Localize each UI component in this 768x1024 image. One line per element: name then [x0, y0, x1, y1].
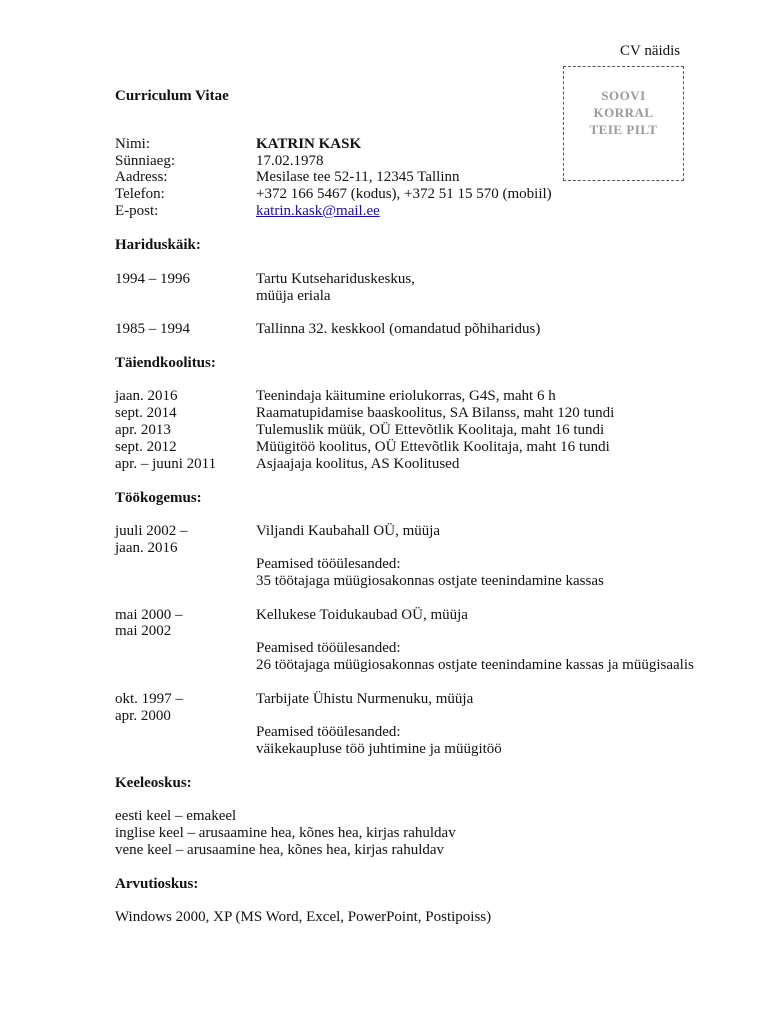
birth-label: Sünniaeg: — [115, 153, 175, 169]
work-period-end: apr. 2000 — [115, 708, 171, 724]
email-label: E-post: — [115, 203, 159, 219]
photo-text-1: SOOVI — [601, 88, 646, 103]
phone-label: Telefon: — [115, 186, 165, 202]
work-period-end: jaan. 2016 — [115, 540, 178, 556]
work-period-start: okt. 1997 – — [115, 691, 183, 707]
work-period-start: mai 2000 – — [115, 607, 183, 623]
education-period: 1994 – 1996 — [115, 271, 190, 287]
languages-heading: Keeleoskus: — [115, 775, 192, 791]
education-heading: Hariduskäik: — [115, 237, 201, 253]
training-text: Tulemuslik müük, OÜ Ettevõtlik Koolitaja, maht 16 tundi — [256, 422, 605, 438]
corner-label: CV näidis — [620, 43, 681, 59]
training-heading: Täiendkoolitus: — [115, 355, 216, 371]
work-duties: väikekaupluse töö juhtimine ja müügitöö — [256, 741, 502, 757]
language-item: inglise keel – arusaamine hea, kõnes hea, kirjas rahuldav — [115, 825, 456, 841]
training-item — [115, 439, 735, 456]
email-link[interactable]: katrin.kask@mail.ee — [256, 203, 380, 219]
work-duties-row — [115, 573, 735, 590]
work-duties: 35 töötajaga müügiosakonnas ostjate teenindamine kassas — [256, 573, 604, 589]
training-item — [115, 456, 735, 473]
address-label: Aadress: — [115, 169, 168, 185]
training-period: apr. – juuni 2011 — [115, 456, 217, 472]
training-period: sept. 2014 — [115, 405, 177, 421]
work-duties-row — [115, 657, 735, 674]
work-item — [115, 523, 735, 540]
work-employer: Kellukese Toidukaubad OÜ, müüja — [256, 607, 468, 623]
training-period: jaan. 2016 — [115, 388, 178, 404]
education-item — [115, 321, 735, 338]
address-value: Mesilase tee 52-11, 12345 Tallinn — [256, 169, 460, 185]
education-item — [115, 271, 735, 288]
work-item-cont — [115, 623, 735, 640]
training-item — [115, 388, 735, 405]
work-item — [115, 691, 735, 708]
work-duties-label: Peamised tööülesanded: — [256, 640, 401, 656]
training-period: sept. 2012 — [115, 439, 177, 455]
computer-heading: Arvutioskus: — [115, 876, 199, 892]
phone-value: +372 166 5467 (kodus), +372 51 15 570 (mobiil) — [256, 186, 552, 202]
training-item — [115, 422, 735, 439]
name-label: Nimi: — [115, 136, 151, 152]
language-item: eesti keel – emakeel — [115, 808, 237, 824]
work-duties-label: Peamised tööülesanded: — [256, 724, 401, 740]
personal-name-row — [115, 136, 735, 153]
work-heading: Töökogemus: — [115, 490, 202, 506]
work-item-cont — [115, 708, 735, 725]
document-title: Curriculum Vitae — [115, 88, 229, 104]
birth-value: 17.02.1978 — [256, 153, 324, 169]
personal-email-row — [115, 203, 735, 220]
education-speciality: müüja eriala — [256, 288, 331, 304]
training-period: apr. 2013 — [115, 422, 171, 438]
education-item-cont — [115, 288, 735, 305]
work-period-end: mai 2002 — [115, 623, 172, 639]
personal-birth-row — [115, 153, 735, 170]
photo-text-2: KORRAL — [593, 105, 654, 120]
work-period-start: juuli 2002 – — [115, 523, 188, 539]
education-school: Tallinna 32. keskkool (omandatud põhiharidus) — [256, 321, 541, 337]
training-text: Raamatupidamise baaskoolitus, SA Bilanss, maht 120 tundi — [256, 405, 615, 421]
work-duties: 26 töötajaga müügiosakonnas ostjate teenindamine kassas ja müügisaalis — [256, 657, 694, 673]
education-period: 1985 – 1994 — [115, 321, 190, 337]
work-duties-label-row — [115, 556, 735, 573]
personal-address-row — [115, 169, 735, 186]
work-duties-row — [115, 741, 735, 758]
education-school: Tartu Kutsehariduskeskus, — [256, 271, 415, 287]
work-duties-label-row — [115, 640, 735, 657]
work-duties-label-row — [115, 724, 735, 741]
work-employer: Tarbijate Ühistu Nurmenuku, müüja — [256, 691, 474, 707]
computer-skills: Windows 2000, XP (MS Word, Excel, PowerPoint, Postipoiss) — [115, 909, 492, 925]
personal-phone-row — [115, 186, 735, 203]
work-employer: Viljandi Kaubahall OÜ, müüja — [256, 523, 441, 539]
training-text: Teenindaja käitumine eriolukorras, G4S, maht 6 h — [256, 388, 556, 404]
training-text: Müügitöö koolitus, OÜ Ettevõtlik Koolitaja, maht 16 tundi — [256, 439, 610, 455]
work-duties-label: Peamised tööülesanded: — [256, 556, 401, 572]
work-item — [115, 607, 735, 624]
photo-text-3: TEIE PILT — [589, 122, 658, 137]
training-text: Asjaajaja koolitus, AS Koolitused — [256, 456, 460, 472]
work-item-cont — [115, 540, 735, 557]
name-value: KATRIN KASK — [256, 136, 362, 152]
training-item — [115, 405, 735, 422]
language-item: vene keel – arusaamine hea, kõnes hea, kirjas rahuldav — [115, 842, 445, 858]
